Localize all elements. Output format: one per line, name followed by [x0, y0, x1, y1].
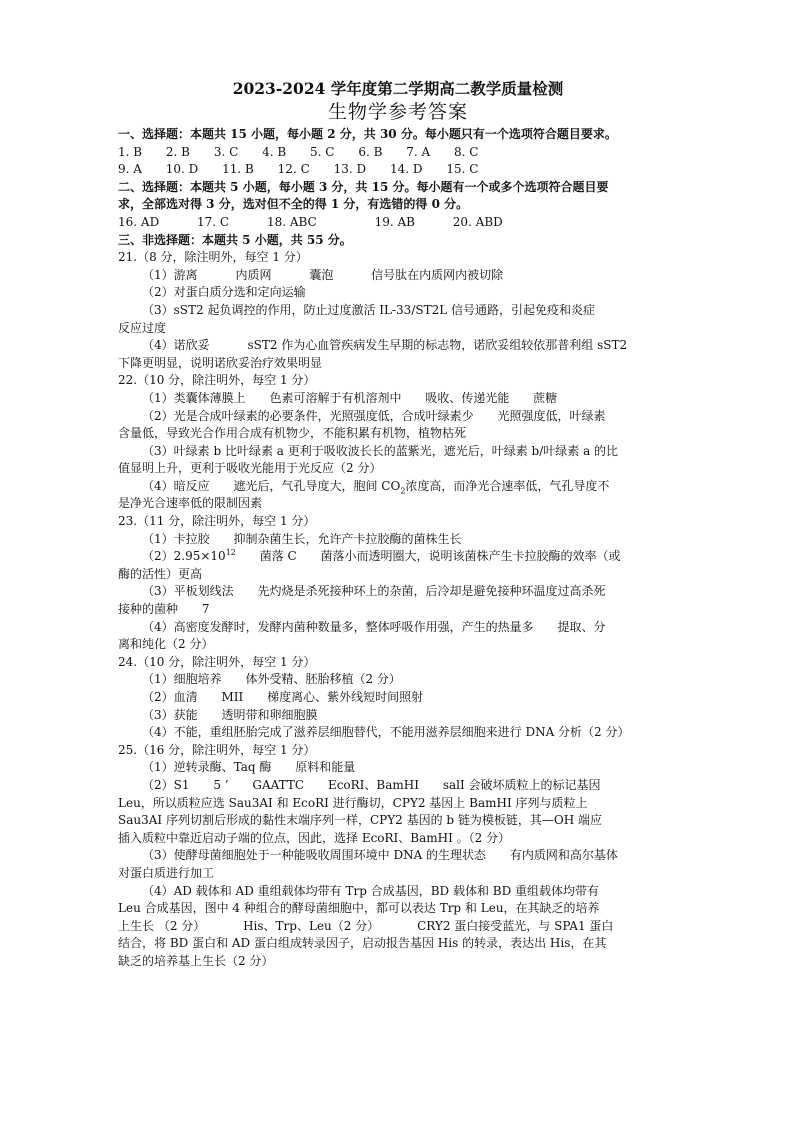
- q22-answer-2-line1: [118, 408, 678, 426]
- q24-a3-blank1: （3）获能: [142, 707, 198, 722]
- q25-answer-3-line2: 对蛋白质进行加工: [118, 865, 215, 880]
- q22-a1-blank3: 吸收、传递光能: [425, 390, 510, 405]
- q21-answer-2: （2）对蛋白质分选和定向运输: [142, 285, 306, 300]
- q22-answer-4-line1: [118, 478, 678, 496]
- q25-a1-blank1: （1）逆转录酶、Taq 酶: [142, 760, 272, 775]
- q25-a2-blank4: EcoRI、BamHI: [327, 777, 419, 792]
- answer-7: 7. A: [406, 144, 431, 159]
- exam-title: 2023-2024 学年度第二学期高二教学质量检测: [232, 79, 564, 98]
- q21-answer-4-line1: [118, 337, 678, 355]
- q22-a4-blank2-cont: 浓度高，而净光合速率低，气孔导度不: [405, 478, 610, 493]
- q22-answer-1: [118, 390, 678, 408]
- q24-answer-1: [118, 671, 678, 689]
- q23-a1-blank1: （1）卡拉胶: [142, 531, 210, 546]
- q22-answer-2-line2: 含量低，导致光合作用合成有机物少，不能积累有机物，植物枯死: [118, 426, 467, 441]
- q21-answer-1: [118, 267, 678, 285]
- answer-20: 20. ABD: [452, 214, 503, 229]
- q22-a1-blank4: 蔗糖: [533, 390, 558, 405]
- answer-8: 8. C: [454, 144, 479, 159]
- section1-row1: [118, 144, 678, 162]
- q25-a4-blank2: His、Trp、Leu（2 分）: [243, 918, 380, 933]
- answer-1: 1. B: [118, 144, 143, 159]
- section1-row2: [118, 161, 678, 179]
- answer-3: 3. C: [213, 144, 239, 159]
- q22-answer-3-line1: （3）叶绿素 b 比叶绿素 a 更利于吸收波长长的蓝紫光，遮光后，叶绿素 b/叶绿素 a 的比: [142, 443, 619, 458]
- answer-4: 4. B: [262, 144, 287, 159]
- q24-a3-blank2: 透明带和卵细胞膜: [221, 707, 318, 722]
- q22-a4-blank2: 遮光后，气孔导度大，胞间 CO: [233, 478, 401, 493]
- answer-18: 18. ABC: [266, 214, 317, 229]
- q25-answer-2-line4: 插入质粒中靠近启动子端的位点，因此，选择 EcoRI、BamHI 。（2 分）: [118, 830, 511, 845]
- q23-a3-blank1: （3）平板划线法: [142, 584, 234, 599]
- exponent: 12: [225, 548, 236, 558]
- q21-heading: 21.（8 分，除注明外，每空 1 分）: [118, 250, 308, 265]
- q21-a1-blank4: 信号肽在内质网内被切除: [371, 267, 504, 282]
- q23-a2-blank3: 菌落小而透明圈大，说明该菌株产生卡拉胶酶的效率（或: [320, 549, 621, 564]
- q25-a1-blank2: 原料和能量: [295, 760, 356, 775]
- section2-answers: [118, 214, 678, 232]
- q22-a4-blank1: （4）暗反应: [142, 478, 210, 493]
- q23-a2-blank2: 菌落 C: [259, 549, 297, 564]
- section3-heading: 三、非选择题：本题共 5 小题，共 55 分。: [118, 232, 352, 247]
- co2-subscript: 2: [400, 486, 406, 496]
- q23-a4-blank1: （4）高密度发酵时，发酵内菌种数量多，整体呼吸作用强，产生的热量多: [142, 619, 534, 634]
- q22-a1-blank1: （1）类囊体薄膜上: [142, 390, 246, 405]
- q25-answer-2-line1: [118, 777, 678, 795]
- q25-a3-blank1: （3）使酵母菌细胞处于一种能吸收周围环境中 DNA 的生理状态: [142, 848, 487, 863]
- q24-a1-blank1: （1）细胞培养: [142, 672, 222, 687]
- q23-answer-1: [118, 531, 678, 549]
- answer-15: 15. C: [446, 162, 479, 177]
- q21-answer-3-line1: （3）sST2 起负调控的作用，防止过度激活 IL-33/ST2L 信号通路，引起免疫和炎症: [142, 302, 596, 317]
- q25-a2-blank5: salI 会破坏质粒上的标记基因: [442, 777, 601, 792]
- q24-a2-blank2: MII: [221, 690, 244, 704]
- q24-answer-2: [118, 689, 678, 707]
- q22-heading: 22.（10 分，除注明外，每空 1 分）: [118, 373, 316, 388]
- q25-a3-blank2: 有内质网和高尔基体: [509, 848, 618, 863]
- answer-6: 6. B: [358, 144, 383, 159]
- q21-a4-blank2: sST2 作为心血管疾病发生早期的标志物，诺欣妥组较依那普利组 sST2: [247, 338, 628, 353]
- q24-a2-blank3: 梯度离心、紫外线短时间照射: [267, 690, 424, 704]
- q23-a2-blank1: （2）2.95×10: [142, 549, 226, 564]
- q21-answer-4-line2: 下降更明显，说明诺欣妥治疗效果明显: [118, 355, 323, 370]
- q21-a1-blank1: （1）游离: [142, 267, 198, 282]
- q24-a2-blank1: （2）血清: [142, 690, 198, 704]
- q21-a1-blank2: 内质网: [235, 267, 272, 282]
- q21-a1-blank3: 囊泡: [309, 267, 334, 282]
- answer-5: 5. C: [310, 144, 335, 159]
- answer-sheet: [118, 78, 678, 971]
- q23-answer-2-line2: 酶的活性）更高: [118, 566, 203, 581]
- answer-2: 2. B: [165, 144, 191, 159]
- q25-answer-4-line2: Leu 合成基因，图中 4 种组合的酵母菌细胞中，都可以表达 Trp 和 Leu，在其缺乏的培养: [118, 901, 600, 916]
- q21-a4-blank1: （4）诺欣妥: [142, 338, 210, 353]
- q23-answer-4-line1: [118, 619, 678, 637]
- answer-14: 14. D: [389, 162, 423, 177]
- answer-16: 16. AD: [118, 214, 160, 229]
- q23-a4-blank2: 提取、分: [557, 619, 606, 634]
- q23-heading: 23.（11 分，除注明外，每空 1 分）: [118, 514, 316, 529]
- q25-answer-4-line3: [118, 918, 678, 936]
- q22-answer-3-line2: 值显明上升，更利于吸收光能用于光反应（2 分）: [118, 461, 382, 476]
- q23-answer-3-line2: [118, 601, 678, 619]
- q21-answer-3-line2: 反应过度: [118, 320, 167, 335]
- q25-a4-blank3: CRY2 蛋白接受蓝光，与 SPA1 蛋白: [417, 918, 614, 933]
- answer-12: 12. C: [277, 162, 310, 177]
- answer-13: 13. D: [333, 162, 367, 177]
- q23-a3-blank2-cont: 接种的菌种: [118, 602, 179, 617]
- section2-heading-line2: 求，全部选对得 3 分，选对但不全的得 1 分，有选错的得 0 分。: [118, 197, 469, 212]
- answer-9: 9. A: [118, 162, 142, 177]
- q25-answer-4-line5: 缺乏的培养基上生长（2 分）: [118, 953, 274, 968]
- q22-a1-blank2: 色素可溶解于有机溶剂中: [269, 390, 402, 405]
- q23-answer-3-line1: [118, 583, 678, 601]
- section2-heading-line1: 二、选择题：本题共 5 小题，每小题 3 分，共 15 分。每小题有一个或多个选项符合题目要: [118, 179, 609, 194]
- q25-answer-1: [118, 759, 678, 777]
- answer-subtitle: 生物学参考答案: [327, 101, 468, 123]
- q24-heading: 24.（10 分，除注明外，每空 1 分）: [118, 654, 316, 669]
- q25-answer-2-line2: Leu，所以质粒应选 Sau3AI 和 EcoRI 进行酶切，CPY2 基因上 BamHI 序列与质粒上: [118, 795, 588, 810]
- q22-answer-4-line2: 是净光合速率低的限制因素: [118, 496, 263, 511]
- q25-answer-2-line3: Sau3AI 序列切割后形成的黏性末端序列一样，CPY2 基因的 b 链为模板链，其—OH 端应: [118, 813, 603, 828]
- q25-answer-4-line1: （4）AD 载体和 AD 重组载体均带有 Trp 合成基因，BD 载体和 BD 重组载体均带有: [142, 883, 600, 898]
- q25-heading: 25.（16 分，除注明外，每空 1 分）: [118, 742, 316, 757]
- q24-a1-blank2: 体外受精、胚胎移植（2 分）: [245, 672, 401, 687]
- answer-11: 11. B: [222, 162, 254, 177]
- answer-17: 17. C: [197, 214, 230, 229]
- q22-a2-blank2: 光照强度低，叶绿素: [497, 408, 606, 423]
- q25-answer-3-line1: [118, 847, 678, 865]
- q24-answer-4: （4）不能，重组胚胎完成了滋养层细胞替代，不能用滋养层细胞来进行 DNA 分析（2 分）: [142, 725, 630, 740]
- q25-a2-blank1: （2）S1: [142, 777, 190, 792]
- q25-a2-blank3: GAATTC: [252, 777, 305, 792]
- q23-answer-2-line1: [118, 548, 678, 566]
- q23-a3-blank3: 7: [201, 602, 210, 617]
- q23-a3-blank2: 先灼烧是杀死接种环上的杂菌，后冷却是避免接种环温度过高杀死: [257, 584, 606, 599]
- q25-a2-blank2: 5 ’: [213, 777, 229, 792]
- answer-19: 19. AB: [374, 214, 415, 229]
- q23-answer-4-line2: 离和纯化（2 分）: [118, 637, 214, 652]
- q25-a4-blank1: 上生长 （2 分）: [118, 918, 206, 933]
- section1-heading: 一、选择题：本题共 15 小题，每小题 2 分，共 30 分。每小题只有一个选项符合题目要求。: [118, 127, 617, 141]
- q23-a1-blank2: 抑制杂菌生长，允许产卡拉胶酶的菌株生长: [233, 531, 462, 546]
- answer-10: 10. D: [165, 162, 199, 177]
- q25-answer-4-line4: 结合，将 BD 蛋白和 AD 蛋白组成转录因子，启动报告基因 His 的转录，表达出 His，在其: [118, 936, 607, 951]
- q22-a2-blank1: （2）光是合成叶绿素的必要条件，光照强度低，合成叶绿素少: [142, 408, 474, 423]
- q24-answer-3: [118, 707, 678, 725]
